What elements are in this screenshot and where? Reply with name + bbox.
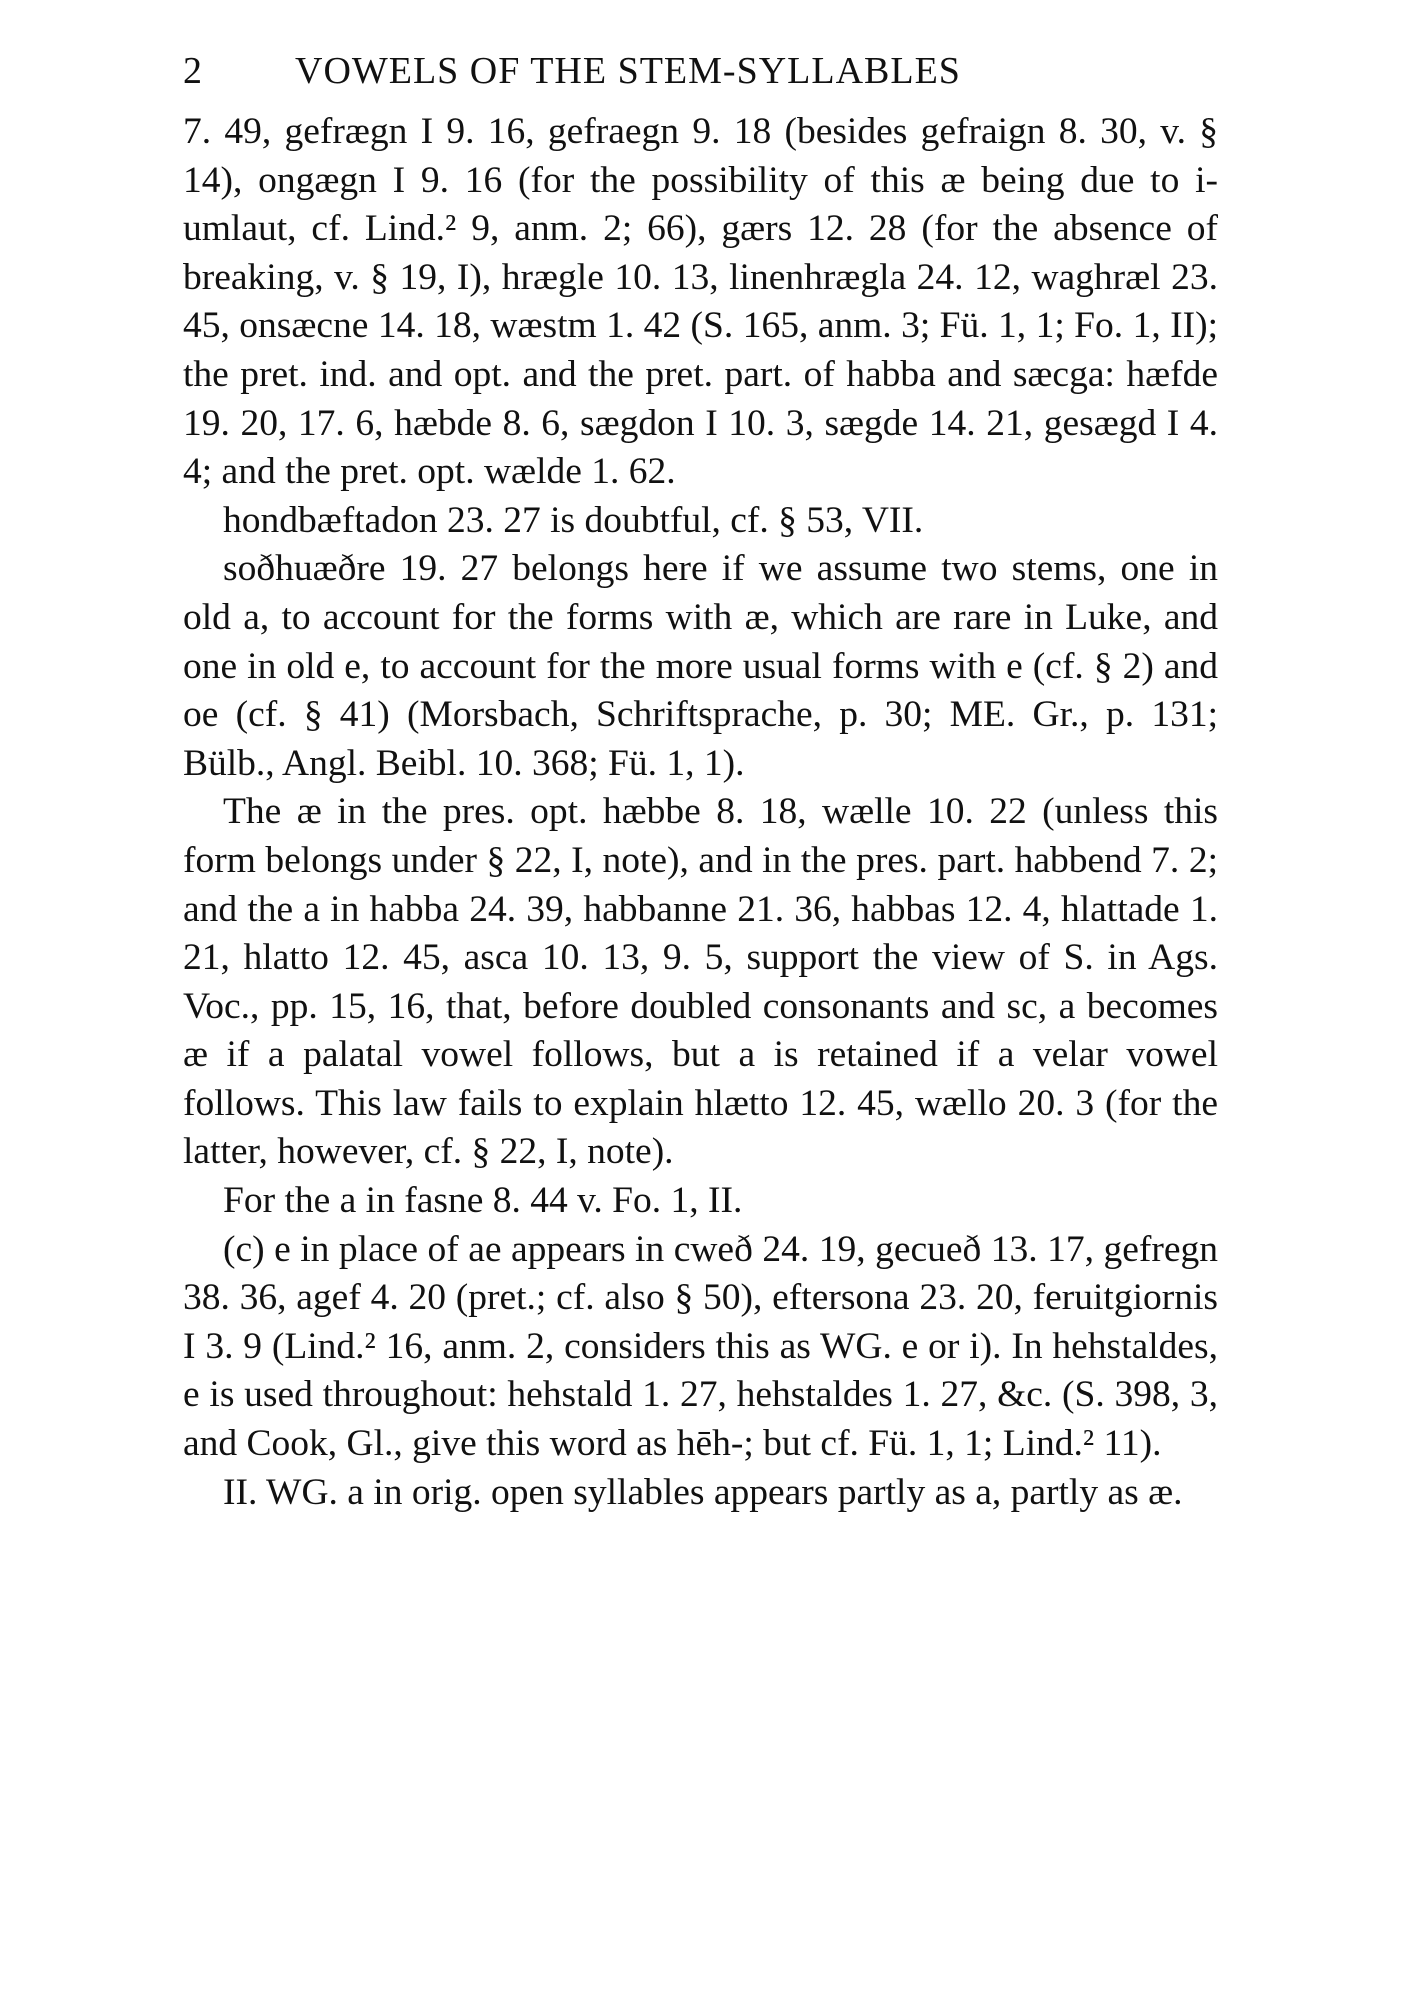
- paragraph-continuation: 7. 49, gefrægn I 9. 16, gefraegn 9. 18 (besides gefraign 8. 30, v. § 14), ongægn I 9. 16 (for the possibility of this æ being due to i-umlaut, cf. Lind.² 9, anm. 2; 66), gærs 12. 28 (for the absence of breaking, v. § 19, I), hrægle 10. 13, linenhrægla 24. 12, waghræl 23. 45, onsæcne 14. 18, wæstm 1. 42 (S. 165, anm. 3; Fü. 1, 1; Fo. 1, II); the pret. ind. and opt. and the pret. part. of habba and sæcga: hæfde 19. 20, 17. 6, hæbde 8. 6, sægdon I 10. 3, sægde 14. 21, gesægd I 4. 4; and the pret. opt. wælde 1. 62.: [183, 111, 1218, 493]
- paragraph-section-ii: II. WG. a in orig. open syllables appears partly as a, partly as æ.: [223, 1471, 1183, 1513]
- paragraph-hondbaeftadon: hondbæftadon 23. 27 is doubtful, cf. § 53, VII.: [223, 499, 924, 541]
- paragraph-sothhuaethre: soðhuæðre 19. 27 belongs here if we assume two stems, one in old a, to account for the forms with æ, which are rare in Luke, and one in old e, to account for the more usual forms with e (cf. § 2) and oe (cf. § 41) (Morsbach, Schriftsprache, p. 30; ME. Gr., p. 131; Bülb., Angl. Beibl. 10. 368; Fü. 1, 1).: [183, 548, 1218, 784]
- paragraph-pres-opt: The æ in the pres. opt. hæbbe 8. 18, wælle 10. 22 (unless this form belongs under § 22, I, note), and in the pres. part. habbend 7. 2; and the a in habba 24. 39, habbanne 21. 36, habbas 12. 4, hlattade 1. 21, hlatto 12. 45, asca 10. 13, 9. 5, support the view of S. in Ags. Voc., pp. 15, 16, that, before doubled consonants and sc, a becomes æ if a palatal vowel follows, but a is retained if a velar vowel follows. This law fails to explain hlætto 12. 45, wællo 20. 3 (for the latter, however, cf. § 22, I, note).: [183, 791, 1218, 1173]
- page-number: 2: [183, 50, 203, 92]
- running-header: [183, 40, 1218, 102]
- paragraph-section-c: (c) e in place of ae appears in cweð 24. 19, gecueð 13. 17, gefregn 38. 36, agef 4. 20 (pret.; cf. also § 50), eftersona 23. 20, feruitgiornis I 3. 9 (Lind.² 16, anm. 2, considers this as WG. e or i). In hehstaldes, e is used throughout: hehstald 1. 27, hehstaldes 1. 27, &c. (S. 398, 3, and Cook, Gl., give this word as hēh-; but cf. Fü. 1, 1; Lind.² 11).: [183, 1228, 1218, 1465]
- body-text: [183, 108, 1218, 1517]
- paragraph-fasne: For the a in fasne 8. 44 v. Fo. 1, II.: [223, 1180, 743, 1222]
- running-title: VOWELS OF THE STEM-SYLLABLES: [295, 50, 961, 92]
- page: [183, 40, 1218, 1517]
